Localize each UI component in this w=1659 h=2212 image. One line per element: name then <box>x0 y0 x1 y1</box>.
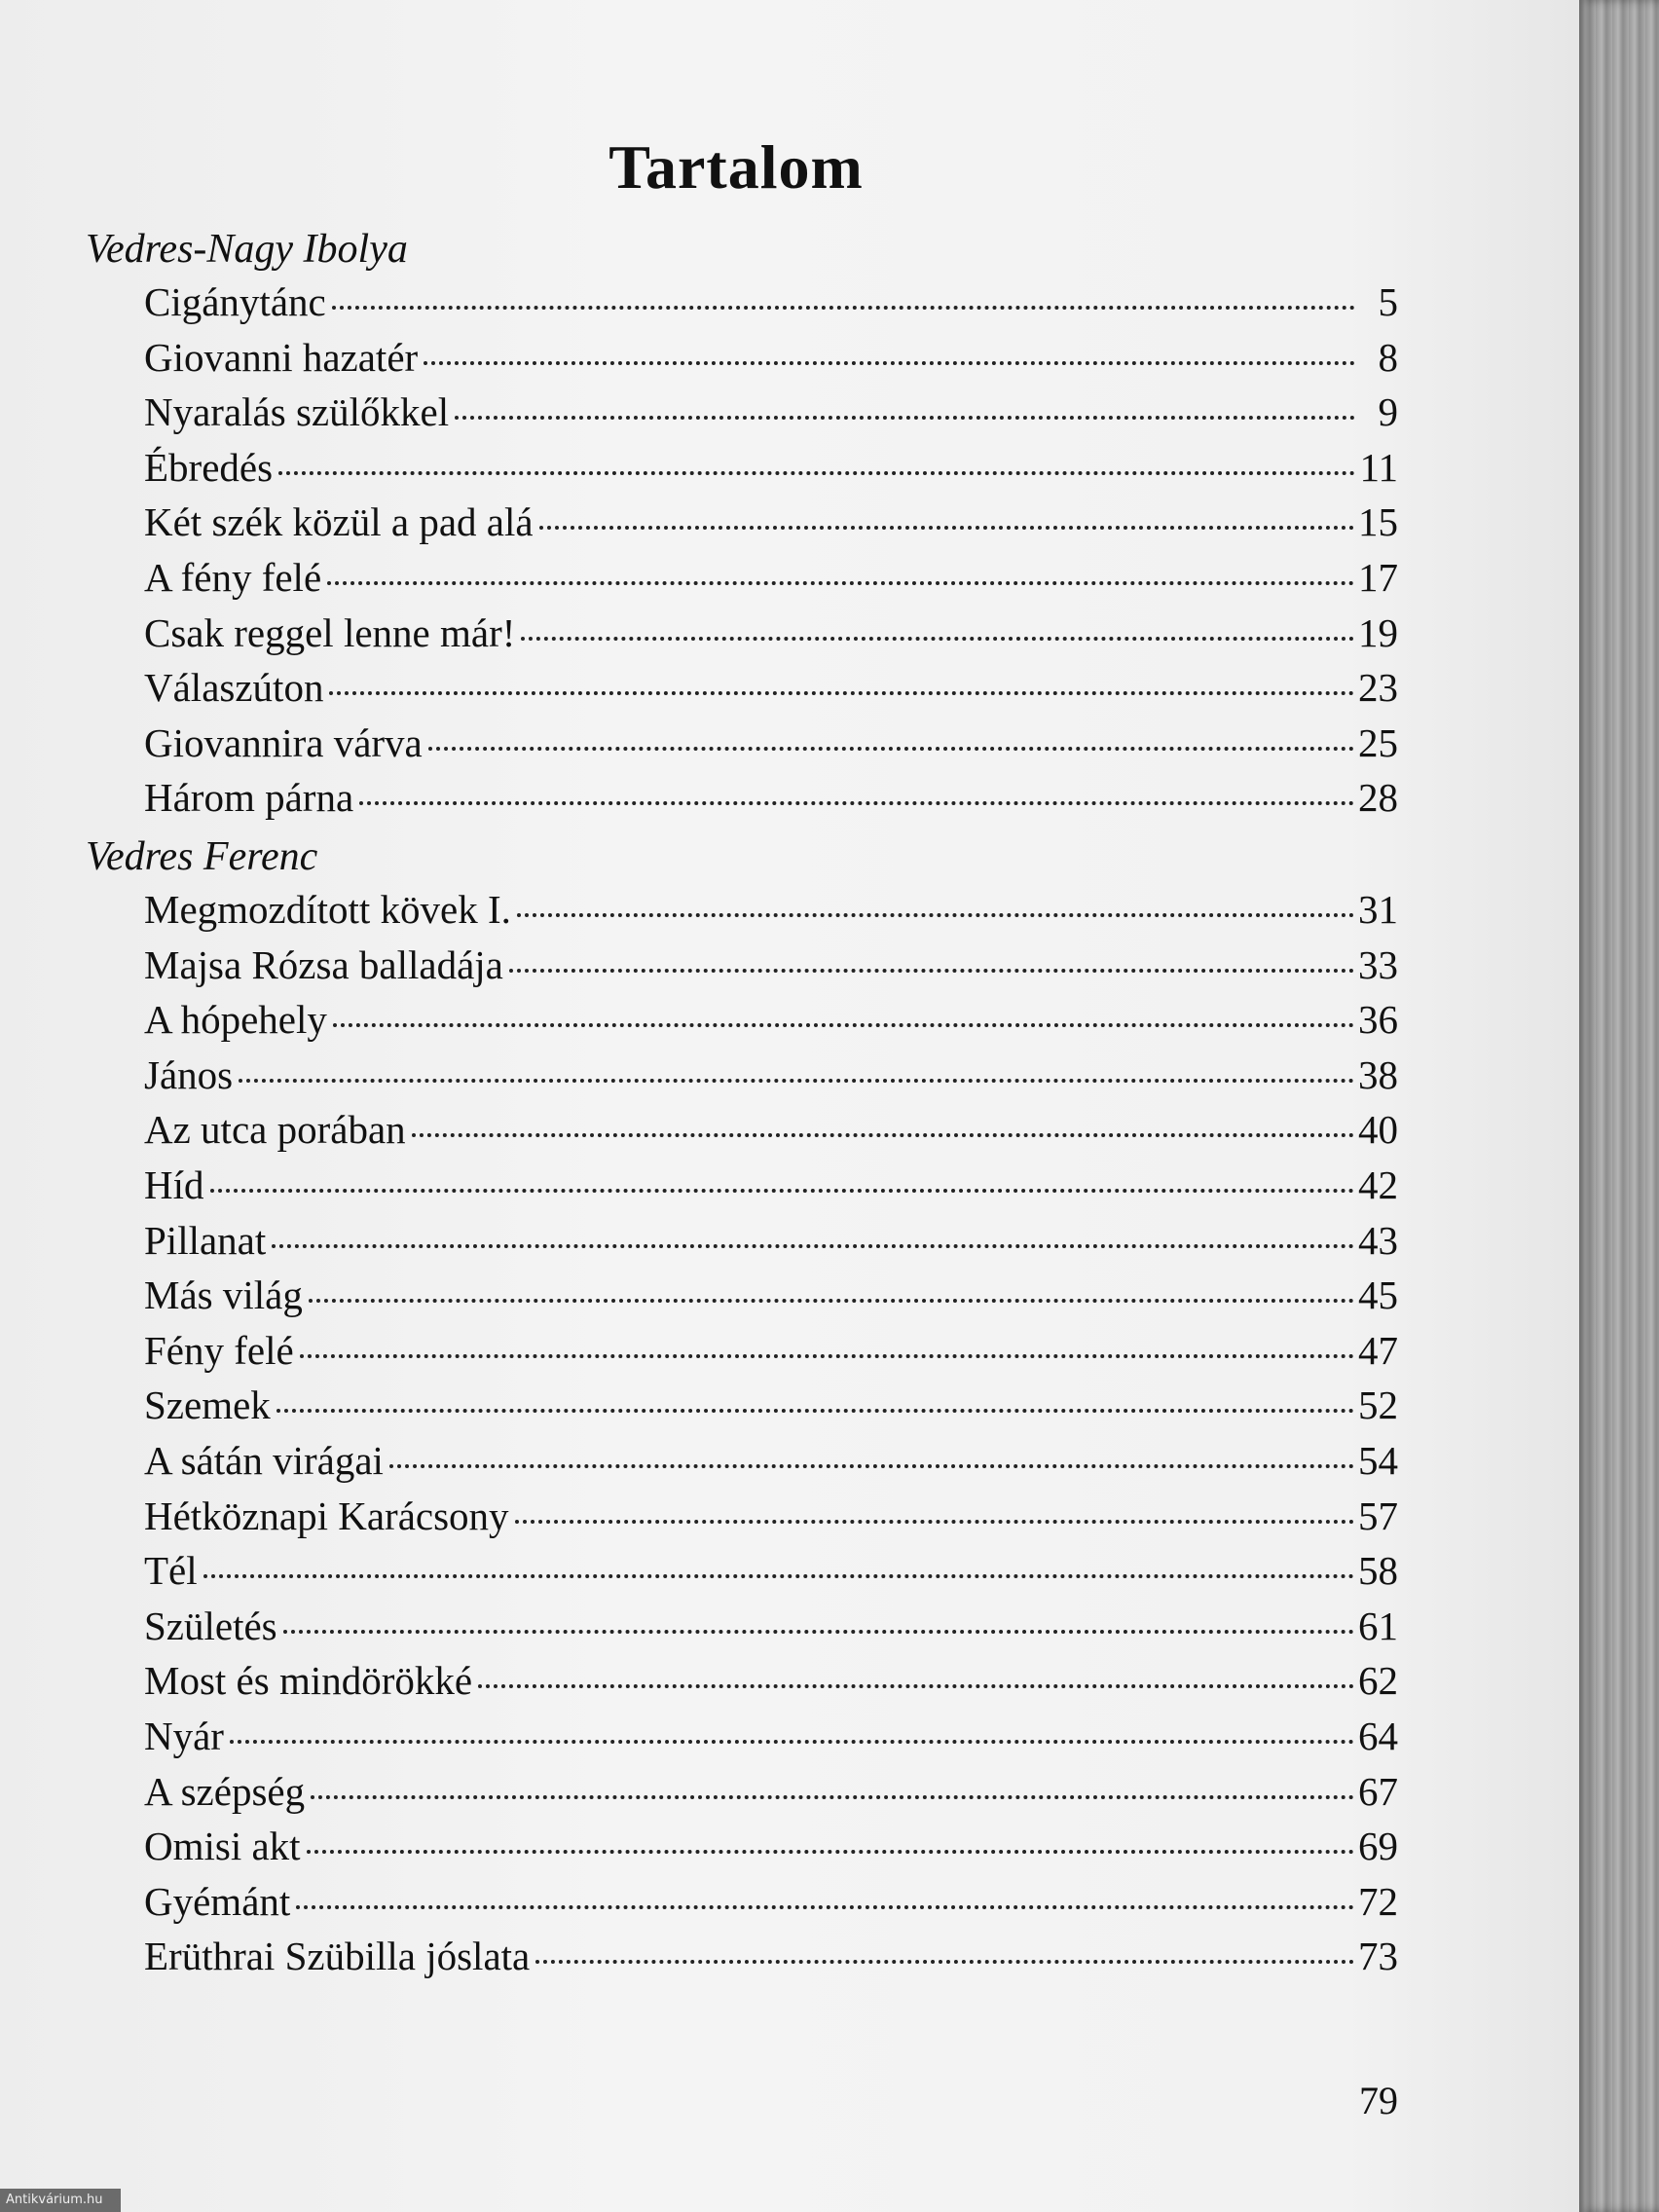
toc-entry-page: 43 <box>1358 1217 1398 1263</box>
toc-list <box>144 886 1398 1988</box>
dot-leader <box>300 1354 1354 1358</box>
toc-entry-title: Hétköznapi Karácsony <box>144 1493 509 1538</box>
toc-entry-page: 61 <box>1358 1603 1398 1648</box>
dot-leader <box>424 361 1355 365</box>
dot-leader <box>210 1189 1355 1193</box>
page-edge <box>1579 0 1659 2212</box>
toc-entry-page: 73 <box>1358 1934 1398 1979</box>
toc-entry-title: Fény felé <box>144 1327 294 1373</box>
dot-leader <box>521 637 1354 641</box>
dot-leader <box>539 526 1354 530</box>
toc-entry-title: Ébredés <box>144 444 274 490</box>
section-author: Vedres-Nagy Ibolya <box>86 227 408 272</box>
toc-entry-title: Giovanni hazatér <box>144 334 419 380</box>
dot-leader <box>517 913 1354 917</box>
dot-leader <box>230 1740 1354 1744</box>
toc-entry-page: 36 <box>1358 997 1398 1043</box>
toc-entry-title: Két szék közül a pad alá <box>144 499 534 545</box>
toc-entry-page: 19 <box>1358 609 1398 655</box>
toc-entry <box>144 1547 1398 1603</box>
toc-entry-page: 40 <box>1358 1107 1398 1153</box>
toc-entry-title: A fény felé <box>144 554 322 600</box>
toc-entry <box>144 554 1398 609</box>
toc-entry <box>144 1823 1398 1878</box>
toc-entry <box>144 388 1398 444</box>
toc-entry <box>144 278 1398 334</box>
dot-leader <box>332 306 1355 310</box>
dot-leader <box>239 1079 1354 1083</box>
toc-entry-title: Csak reggel lenne már! <box>144 609 516 655</box>
toc-entry <box>144 1327 1398 1382</box>
toc-entry <box>144 444 1398 499</box>
toc-entry <box>144 334 1398 389</box>
toc-entry-title: Erüthrai Szübilla jóslata <box>144 1934 531 1979</box>
dot-leader <box>309 1299 1354 1303</box>
toc-entry-title: Giovannira várva <box>144 719 423 765</box>
toc-entry-page: 17 <box>1358 554 1398 600</box>
toc-entry-page: 54 <box>1358 1437 1398 1483</box>
toc-entry <box>144 719 1398 775</box>
toc-entry-page: 69 <box>1358 1824 1398 1869</box>
toc-entry <box>144 664 1398 719</box>
toc-entry <box>144 609 1398 665</box>
toc-entry-title: Híd <box>144 1161 204 1207</box>
dot-leader <box>278 471 1355 475</box>
toc-entry <box>144 1051 1398 1107</box>
toc-entry-title: Omisi akt <box>144 1824 301 1869</box>
dot-leader <box>333 1023 1354 1027</box>
dot-leader <box>412 1133 1354 1137</box>
toc-entry-page: 67 <box>1358 1768 1398 1814</box>
toc-entry <box>144 1768 1398 1824</box>
toc-entry <box>144 1603 1398 1658</box>
toc-entry-title: A hópehely <box>144 997 327 1043</box>
dot-leader <box>359 801 1354 805</box>
toc-entry-page: 33 <box>1358 941 1398 987</box>
toc-entry-page: 72 <box>1358 1878 1398 1924</box>
dot-leader <box>307 1850 1354 1854</box>
toc-entry-page: 47 <box>1358 1327 1398 1373</box>
toc-entry <box>144 941 1398 997</box>
dot-leader <box>428 747 1354 751</box>
toc-entry-page: 25 <box>1358 719 1398 765</box>
toc-entry-title: Majsa Rózsa balladája <box>144 941 503 987</box>
page-number: 79 <box>1359 2079 1398 2122</box>
dot-leader <box>455 416 1355 420</box>
page-title: Tartalom <box>608 131 864 202</box>
toc-entry <box>144 1382 1398 1437</box>
dot-leader <box>311 1795 1354 1799</box>
toc-entry-page: 62 <box>1358 1658 1398 1704</box>
toc-entry-title: Az utca porában <box>144 1107 406 1153</box>
toc-entry-title: Tél <box>144 1548 198 1594</box>
dot-leader <box>327 581 1354 585</box>
toc-entry-page: 38 <box>1358 1051 1398 1097</box>
toc-list <box>144 278 1398 830</box>
toc-entry-page: 8 <box>1378 334 1398 380</box>
toc-entry-page: 15 <box>1358 499 1398 545</box>
toc-entry <box>144 1878 1398 1934</box>
dot-leader <box>283 1630 1354 1634</box>
toc-entry-title: Nyár <box>144 1713 224 1758</box>
toc-entry <box>144 1437 1398 1493</box>
toc-entry-page: 11 <box>1359 444 1398 490</box>
toc-entry-title: János <box>144 1051 234 1097</box>
toc-entry-page: 31 <box>1358 887 1398 932</box>
dot-leader <box>478 1684 1354 1688</box>
toc-entry-page: 52 <box>1358 1382 1398 1428</box>
toc-entry-title: A szépség <box>144 1768 306 1814</box>
toc-entry-title: Szemek <box>144 1382 271 1428</box>
dot-leader <box>296 1905 1354 1909</box>
toc-entry <box>144 1161 1398 1217</box>
toc-entry <box>144 498 1398 554</box>
toc-entry <box>144 1713 1398 1768</box>
toc-entry-title: Más világ <box>144 1272 303 1318</box>
toc-entry <box>144 1493 1398 1548</box>
toc-entry <box>144 996 1398 1051</box>
section-author: Vedres Ferenc <box>86 834 318 879</box>
dot-leader <box>329 691 1354 695</box>
toc-entry <box>144 1657 1398 1713</box>
toc-entry-page: 58 <box>1358 1548 1398 1594</box>
toc-entry-page: 57 <box>1358 1493 1398 1538</box>
toc-entry-title: Most és mindörökké <box>144 1658 473 1704</box>
toc-entry-title: Megmozdított kövek I. <box>144 887 511 932</box>
dot-leader <box>535 1960 1354 1964</box>
toc-entry-title: Cigánytánc <box>144 279 326 324</box>
dot-leader <box>515 1520 1354 1524</box>
dot-leader <box>276 1409 1354 1413</box>
dot-leader <box>509 969 1354 973</box>
toc-entry-title: Válaszúton <box>144 665 324 711</box>
toc-entry <box>144 1217 1398 1272</box>
toc-entry-title: Gyémánt <box>144 1878 291 1924</box>
toc-entry-page: 23 <box>1358 665 1398 711</box>
toc-entry-page: 64 <box>1358 1713 1398 1758</box>
toc-entry <box>144 774 1398 830</box>
toc-entry-page: 45 <box>1358 1272 1398 1318</box>
toc-entry <box>144 886 1398 941</box>
toc-entry <box>144 1272 1398 1327</box>
toc-entry-page: 9 <box>1378 389 1398 435</box>
toc-entry-page: 28 <box>1358 775 1398 821</box>
dot-leader <box>272 1244 1354 1248</box>
watermark: Antikvárium.hu <box>0 2189 121 2212</box>
toc-entry-page: 42 <box>1358 1161 1398 1207</box>
toc-entry <box>144 1933 1398 1988</box>
toc-entry-title: Nyaralás szülőkkel <box>144 389 450 435</box>
toc-entry-title: Pillanat <box>144 1217 267 1263</box>
toc-entry-title: Születés <box>144 1603 277 1648</box>
toc-entry-title: A sátán virágai <box>144 1437 384 1483</box>
toc-entry-title: Három párna <box>144 775 354 821</box>
dot-leader <box>389 1464 1354 1468</box>
dot-leader <box>203 1574 1354 1578</box>
toc-entry <box>144 1106 1398 1161</box>
toc-entry-page: 5 <box>1378 279 1398 324</box>
